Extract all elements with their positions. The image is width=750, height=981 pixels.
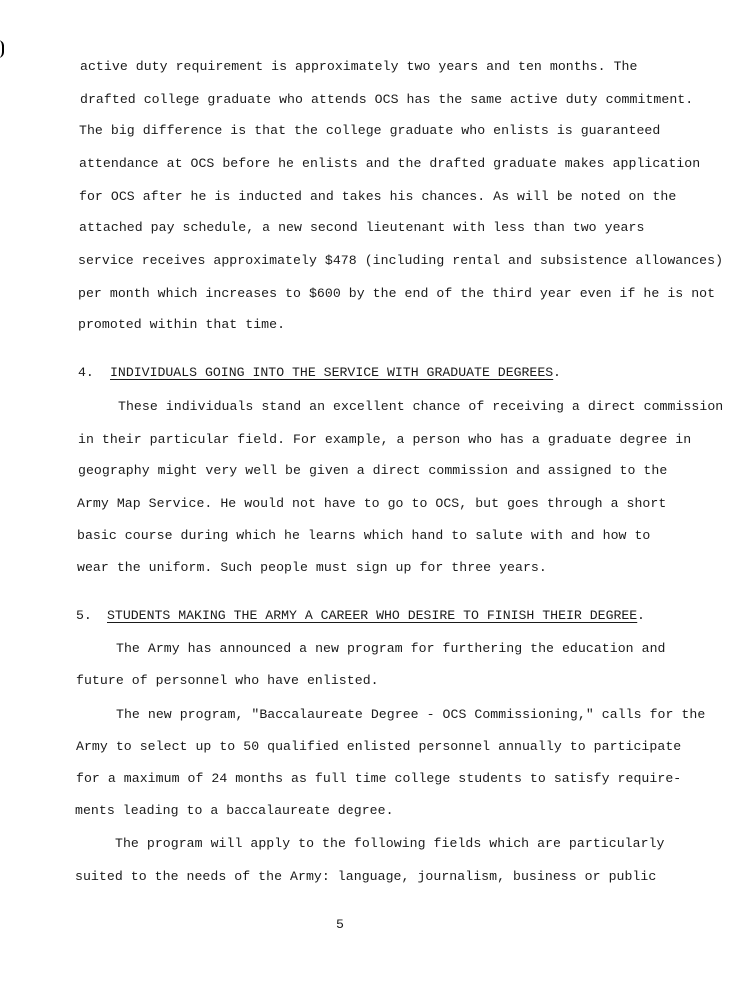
section-5-title-end: . <box>637 608 645 623</box>
text-line: Army to select up to 50 qualified enlisted personnel annually to participate <box>76 739 682 754</box>
text-line: The new program, "Baccalaureate Degree - OCS Commissioning," calls for the <box>116 707 706 722</box>
text-line: active duty requirement is approximately two years and ten months. The <box>80 59 638 74</box>
section-4-title-end: . <box>553 365 561 380</box>
section-5-number: 5. <box>76 608 92 623</box>
text-line: for a maximum of 24 months as full time college students to satisfy require- <box>76 771 682 786</box>
text-line: wear the uniform. Such people must sign up for three years. <box>77 560 547 575</box>
text-line: The Army has announced a new program for furthering the education and <box>116 641 666 656</box>
text-line: suited to the needs of the Army: language, journalism, business or public <box>75 869 657 884</box>
section-4-title: INDIVIDUALS GOING INTO THE SERVICE WITH GRADUATE DEGREES <box>110 365 554 380</box>
text-line: The program will apply to the following fields which are particularly <box>115 836 665 851</box>
scan-edge-mark <box>0 40 4 58</box>
text-line: ments leading to a baccalaureate degree. <box>75 803 394 818</box>
text-line: in their particular field. For example, a person who has a graduate degree in <box>78 432 692 447</box>
text-line: service receives approximately $478 (including rental and subsistence allowances) <box>78 253 724 268</box>
text-line: promoted within that time. <box>78 317 286 332</box>
text-line: for OCS after he is inducted and takes his chances. As will be noted on the <box>79 189 677 204</box>
text-line: attendance at OCS before he enlists and the drafted graduate makes application <box>79 156 701 171</box>
section-5-title: STUDENTS MAKING THE ARMY A CAREER WHO DESIRE TO FINISH THEIR DEGREE <box>107 608 638 623</box>
text-line: future of personnel who have enlisted. <box>76 673 379 688</box>
section-4-number: 4. <box>78 365 94 380</box>
text-line: attached pay schedule, a new second lieutenant with less than two years <box>79 220 645 235</box>
text-line: basic course during which he learns which hand to salute with and how to <box>77 528 651 543</box>
page-number: 5 <box>336 917 344 932</box>
text-line: Army Map Service. He would not have to go to OCS, but goes through a short <box>77 496 667 511</box>
text-line: per month which increases to $600 by the end of the third year even if he is not <box>78 286 716 301</box>
text-line: drafted college graduate who attends OCS has the same active duty commitment. <box>80 92 694 107</box>
text-line: The big difference is that the college graduate who enlists is guaranteed <box>79 123 661 138</box>
text-line: geography might very well be given a direct commission and assigned to the <box>78 463 668 478</box>
text-line: These individuals stand an excellent chance of receiving a direct commission <box>118 399 724 414</box>
